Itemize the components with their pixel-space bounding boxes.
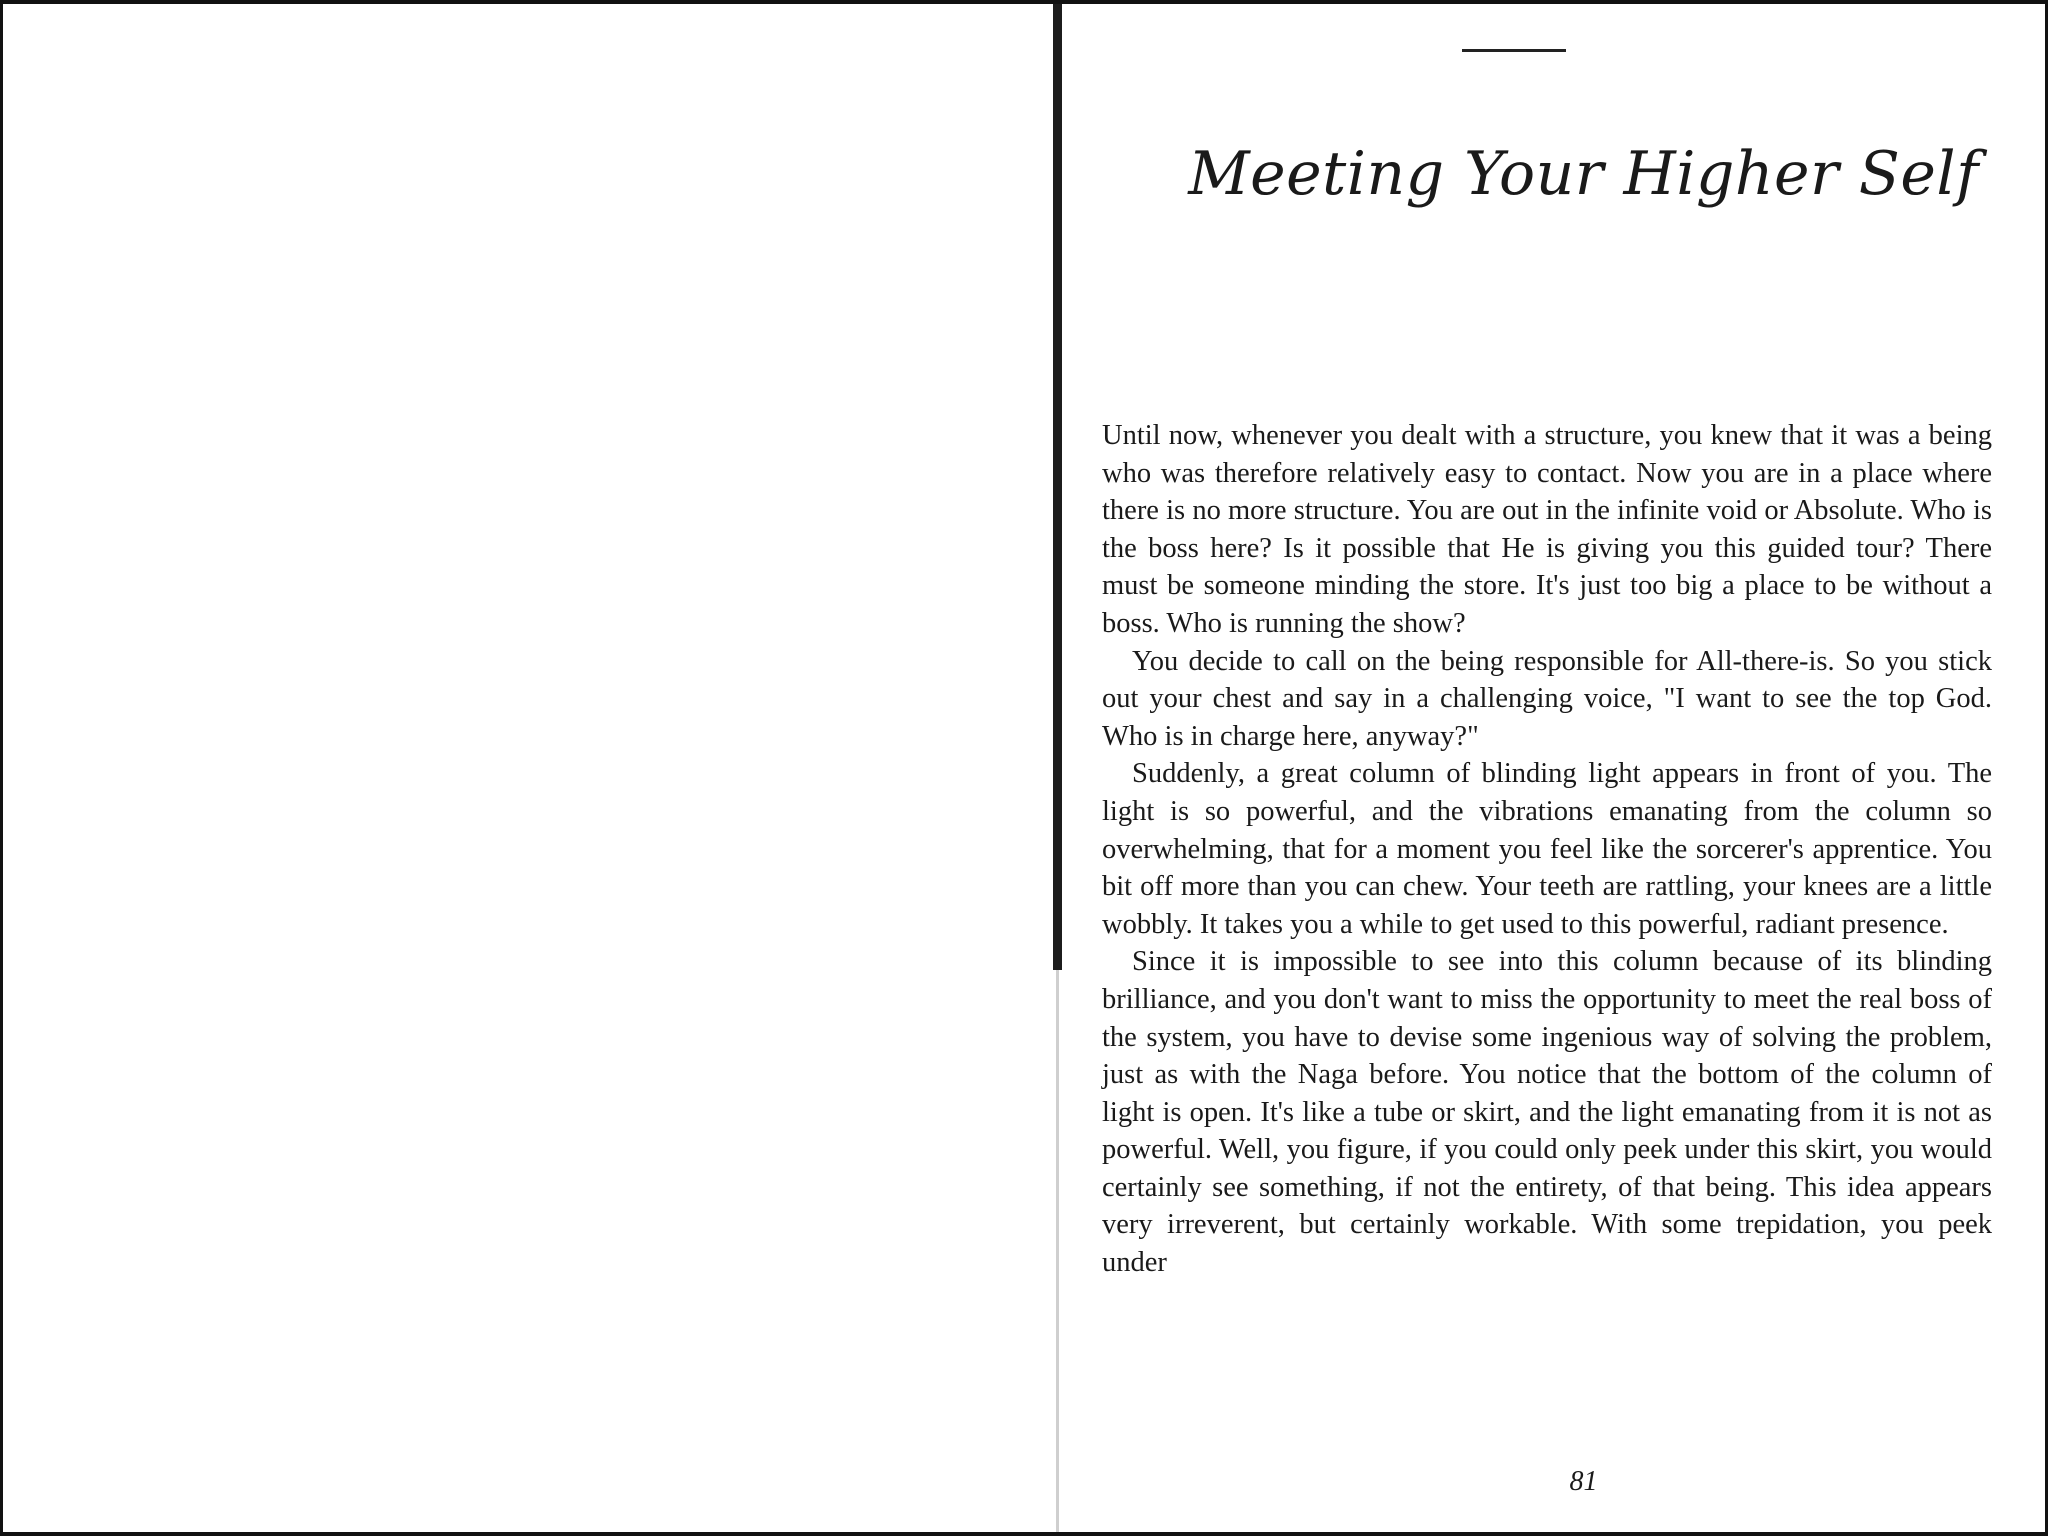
paragraph-1: Until now, whenever you dealt with a structure, you knew that it was a being who was therefore relatively easy to contact. Now you are in a place where there is no more structure. You are out in the infinite void or Absolute. Who is the boss here? Is it possible that He is giving you this guided tour? There must be someone minding the store. It's just too big a place to be without a boss. Who is running the show? (1102, 420, 1992, 639)
scan-border-bottom (0, 1532, 2048, 1536)
chapter-title: Meeting Your Higher Self (1188, 139, 1979, 209)
right-page (1062, 4, 2045, 1532)
chapter-rule (1462, 49, 1566, 52)
body-text (1102, 417, 1992, 1282)
book-gutter-shadow (1053, 0, 1062, 970)
scan-border-left (0, 0, 3, 1536)
paragraph-4: Since it is impossible to see into this column because of its blinding brilliance, and you don't want to miss the opportunity to meet the real boss of the system, you have to devise some ingenious way of solving the problem, just as with the Naga before. You notice that the bottom of the column of light is open. It's like a tube or skirt, and the light emanating from it is not as powerful. Well, you figure, if you could only peek under this skirt, you would certainly see something, if not the entirety, of that being. This idea appears very irreverent, but certainly workable. With some trepidation, you peek under (1102, 946, 1992, 1279)
paragraph-3: Suddenly, a great column of blinding light appears in front of you. The light is so powerful, and the vibrations emanating from the column so overwhelming, that for a moment you feel like the sorcerer's apprentice. You bit off more than you can chew. Your teeth are rattling, your knees are a little wobbly. It takes you a while to get used to this powerful, radiant presence. (1102, 758, 1992, 940)
paragraph-2: You decide to call on the being responsible for All-there-is. So you stick out your chest and say in a challenging voice, "I want to see the top God. Who is in charge here, anyway?" (1102, 645, 1992, 752)
page-number: 81 (1569, 1466, 1598, 1497)
book-gutter-line (1056, 970, 1059, 1536)
